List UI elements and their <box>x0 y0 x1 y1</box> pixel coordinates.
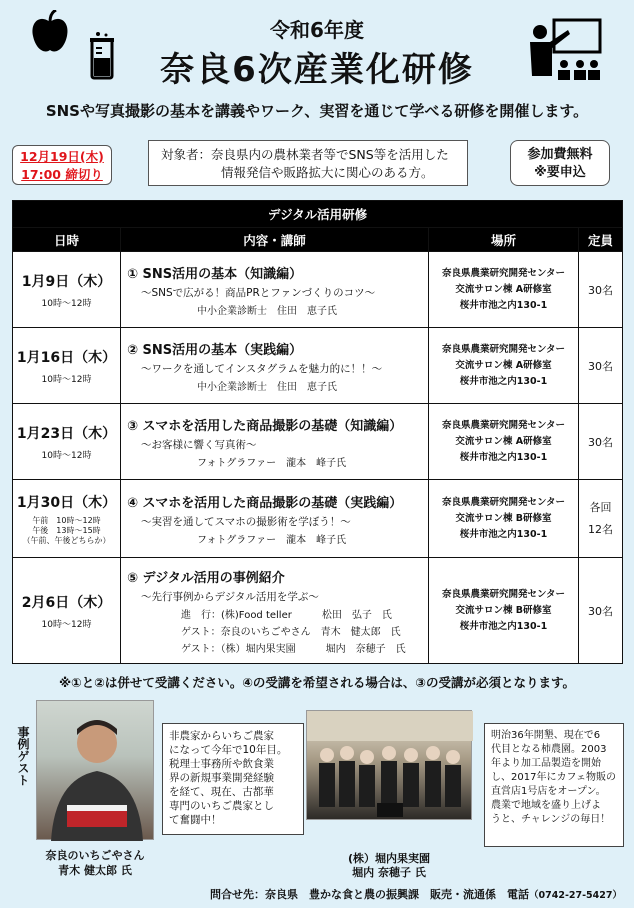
row-subtitle: ～先行事例からデジタル活用を学ぶ～ <box>141 590 319 603</box>
table-row <box>13 252 623 328</box>
guest2-profile-line: うと、チャレンジの毎日！ <box>491 814 611 825</box>
place-address: 桜井市池之内130-1 <box>459 620 548 632</box>
col-header-content: 内容・講師 <box>121 228 429 252</box>
place-center: 奈良県農業研究開発センター <box>441 343 566 355</box>
lead-text: SNSや写真撮影の基本を講義やワーク、実習を通じて学べる研修を開催します。 <box>45 102 589 120</box>
guest1-profile-line: て奮闘中！ <box>169 814 222 826</box>
deadline-time: 17:00 締切り <box>21 167 103 182</box>
target-line2: 情報発信や販路拡大に関心のある方。 <box>221 165 434 180</box>
guest2-org: (株）堀内果実園 <box>347 852 431 865</box>
row-speaker: 中小企業診断士 住田 恵子氏 <box>197 305 337 317</box>
row-title: ② SNS活用の基本（実践編） <box>127 342 303 358</box>
guest2-photo <box>306 710 472 820</box>
row-capacity: 30名 <box>579 558 623 664</box>
row-capacity: 30名 <box>579 328 623 404</box>
guest2-profile-line: し、2017年にカフェ物販の <box>491 772 616 783</box>
place-address: 桜井市池之内130-1 <box>459 451 548 463</box>
fee-line2: ※要申込 <box>534 165 586 180</box>
attendance-note: ※①と②は併せて受講ください。④の受講を希望される場合は、③の受講が必須となります。 <box>59 675 575 690</box>
table-row <box>13 480 623 558</box>
row-capacity: 12名 <box>588 522 613 536</box>
col-header-capacity: 定員 <box>579 228 623 252</box>
guest1-photo-figure <box>37 701 155 841</box>
guest1-profile <box>162 723 304 835</box>
row-time: 10時～12時 <box>41 450 92 461</box>
deadline-box <box>12 145 112 185</box>
guest-section-label: 事例ゲスト <box>16 726 30 786</box>
col-header-date: 日時 <box>13 228 121 252</box>
place-room: 交流サロン棟 A研修室 <box>455 359 552 371</box>
guest2-caption <box>300 852 478 880</box>
guest1-name: 青木 健太郎 氏 <box>58 864 132 877</box>
guest1-profile-line: 非農家からいちご農家 <box>169 730 274 742</box>
fee-box <box>510 140 610 186</box>
row-date: 1月16日（木） <box>16 349 117 366</box>
year-title: 令和6年度 <box>270 18 364 42</box>
row-capacity: 30名 <box>579 252 623 328</box>
table-row <box>13 328 623 404</box>
row-subtitle: ～SNSで広がる！商品PRとファンづくりのコツ～ <box>141 286 376 299</box>
place-room: 交流サロン棟 A研修室 <box>455 283 552 295</box>
row-date: 1月9日（木） <box>21 273 112 290</box>
place-center: 奈良県農業研究開発センター <box>441 588 566 600</box>
target-box <box>148 140 468 186</box>
row-subtitle: ～お客様に響く写真術～ <box>141 438 257 451</box>
row-date: 1月30日（木） <box>16 494 117 511</box>
col-header-place: 場所 <box>429 228 579 252</box>
row-time: 10時～12時 <box>41 619 92 630</box>
guest1-profile-line: になって今年で10年目。 <box>169 744 288 756</box>
guest1-photo <box>36 700 154 840</box>
place-center: 奈良県農業研究開発センター <box>441 267 566 279</box>
schedule-table <box>12 200 623 664</box>
row-capacity-label: 各回 <box>589 500 612 514</box>
row-title: ① SNS活用の基本（知識編） <box>127 266 303 282</box>
contact-phone: （0742-27-5427） <box>529 890 622 901</box>
guest2-name: 堀内 奈穂子 氏 <box>352 866 426 879</box>
guest2-photo-figure <box>307 711 473 821</box>
table-band-title: デジタル活用研修 <box>13 201 623 228</box>
row-time-note: （午前、午後どちらか） <box>22 535 111 545</box>
row-time-am: 午前 10時～12時 <box>32 515 101 525</box>
row-guest-1: ゲスト：奈良のいちごやさん 青木 健太郎 氏 <box>181 626 401 638</box>
row-time: 10時～12時 <box>41 298 92 309</box>
table-row <box>13 558 623 664</box>
guest1-profile-line: を経て、現在、古都華 <box>169 786 274 798</box>
target-line1: 対象者：奈良県内の農林業者等でSNS等を活用した <box>161 147 449 162</box>
guest2-profile-line: 年より加工品製造を開始 <box>491 758 601 769</box>
place-center: 奈良県農業研究開発センター <box>441 419 566 431</box>
row-speaker: フォトグラファー 瀧本 峰子氏 <box>197 534 347 546</box>
guest1-profile-line: 税理士事務所や飲食業 <box>169 758 274 770</box>
guest1-org: 奈良のいちごやさん <box>45 849 145 862</box>
row-date: 2月6日（木） <box>21 594 112 611</box>
contact-text: 問合せ先：奈良県 豊かな食と農の振興課 販売・流通係 電話 <box>210 888 529 901</box>
row-date: 1月23日（木） <box>16 425 117 442</box>
row-time-pm: 午後 13時～15時 <box>32 525 101 535</box>
guest2-profile-line: 農業で地域を盛り上げよ <box>491 800 601 811</box>
row-speaker: 中小企業診断士 住田 恵子氏 <box>197 381 337 393</box>
row-title: ⑤ デジタル活用の事例紹介 <box>127 570 285 586</box>
deadline-date: 12月19日(木) <box>20 149 104 164</box>
fee-line1: 参加費無料 <box>527 147 593 162</box>
guest1-profile-line: 専門のいちご農家とし <box>169 800 274 812</box>
row-subtitle: ～ワークを通してインスタグラムを魅力的に！！～ <box>141 362 383 375</box>
row-facilitator: 進 行：(株)Food teller 松田 弘子 氏 <box>181 609 392 621</box>
row-speaker: フォトグラファー 瀧本 峰子氏 <box>197 457 347 469</box>
row-title: ③ スマホを活用した商品撮影の基礎（知識編） <box>127 418 403 434</box>
place-room: 交流サロン棟 A研修室 <box>455 435 552 447</box>
row-guest-2: ゲスト：（株）堀内果実園 堀内 奈穂子 氏 <box>181 643 406 655</box>
page-title: 奈良6次産業化研修 <box>160 50 474 90</box>
guest1-caption <box>26 848 164 878</box>
guest2-profile-line: 直営店1号店をオープン。 <box>491 786 606 797</box>
row-title: ④ スマホを活用した商品撮影の基礎（実践編） <box>127 495 403 511</box>
guest2-profile-line: 明治36年開墾、現在で6 <box>491 730 601 741</box>
guest2-profile-line: 代目となる柿農園。2003 <box>491 744 607 755</box>
place-center: 奈良県農業研究開発センター <box>441 496 566 508</box>
table-row <box>13 404 623 480</box>
row-time: 10時～12時 <box>41 374 92 385</box>
row-subtitle: ～実習を通してスマホの撮影術を学ぼう！～ <box>141 515 351 528</box>
place-address: 桜井市池之内130-1 <box>459 299 548 311</box>
contact-footer <box>12 886 622 902</box>
place-room: 交流サロン棟 B研修室 <box>455 604 552 616</box>
guest1-profile-line: 界の新規事業開発経験 <box>169 772 274 784</box>
guest2-profile <box>484 723 624 847</box>
place-address: 桜井市池之内130-1 <box>459 375 548 387</box>
place-address: 桜井市池之内130-1 <box>459 528 548 540</box>
row-capacity: 30名 <box>579 404 623 480</box>
place-room: 交流サロン棟 B研修室 <box>455 512 552 524</box>
